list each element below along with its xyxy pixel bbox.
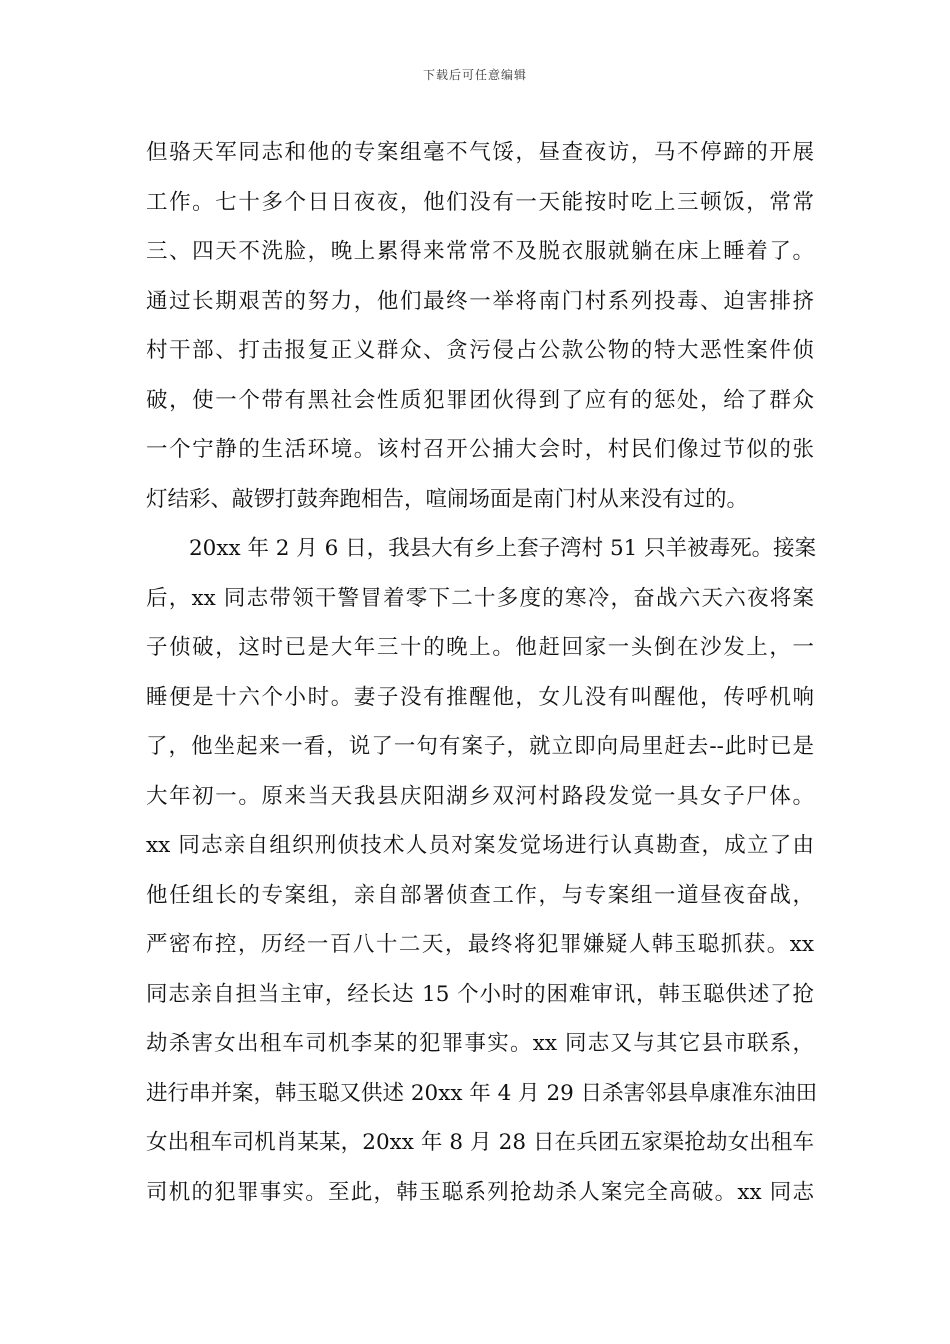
text-line: 女出租车司机肖某某，20xx 年 8 月 28 日在兵团五家渠抢劫女出租车: [146, 1130, 814, 1155]
text-line: 大年初一。原来当天我县庆阳湖乡双河村路段发觉一具女子尸体。: [146, 783, 814, 809]
text-line: xx 同志亲自组织刑侦技术人员对案发觉场进行认真勘查，成立了由: [146, 833, 814, 858]
text-line: 同志亲自担当主审，经长达 15 个小时的困难审讯，韩玉聪供述了抢: [146, 981, 814, 1007]
text-line: 破，使一个带有黑社会性质犯罪团伙得到了应有的惩处，给了群众: [146, 387, 814, 413]
text-line: 司机的犯罪事实。至此，韩玉聪系列抢劫杀人案完全高破。xx 同志: [146, 1179, 814, 1205]
text-line: 工作。七十多个日日夜夜，他们没有一天能按时吃上三顿饭，常常: [146, 189, 814, 215]
text-line: 但骆天军同志和他的专案组毫不气馁，昼查夜访，马不停蹄的开展: [146, 140, 814, 165]
text-line: 子侦破，这时已是大年三十的晚上。他赶回家一头倒在沙发上，一: [146, 635, 814, 660]
text-line: 了，他坐起来一看，说了一句有案子，就立即向局里赶去--此时已是: [146, 734, 814, 759]
text-line: 20xx 年 2 月 6 日，我县大有乡上套子湾村 51 只羊被毒死。接案: [189, 536, 817, 561]
text-line: 进行串并案，韩玉聪又供述 20xx 年 4 月 29 日杀害邻县阜康准东油田: [146, 1080, 818, 1106]
text-line: 后，xx 同志带领干警冒着零下二十多度的寒冷，奋战六天六夜将案: [146, 585, 814, 611]
text-line: 灯结彩、敲锣打鼓奔跑相告，喧闹场面是南门村从来没有过的。: [146, 486, 749, 512]
text-line: 一个宁静的生活环境。该村召开公捕大会时，村民们像过节似的张: [146, 437, 814, 462]
text-line: 他任组长的专案组，亲自部署侦查工作，与专案组一道昼夜奋战，: [146, 882, 814, 908]
paragraph-1: [146, 128, 814, 524]
page-header: 下载后可任意编辑: [422, 68, 527, 82]
text-line: 通过长期艰苦的努力，他们最终一举将南门村系列投毒、迫害排挤: [146, 288, 814, 314]
text-line: 三、四天不洗脸，晚上累得来常常不及脱衣服就躺在床上睡着了。: [146, 239, 814, 264]
text-line: 劫杀害女出租车司机李某的犯罪事实。xx 同志又与其它县市联系，: [146, 1031, 814, 1056]
text-line: 睡便是十六个小时。妻子没有推醒他，女儿没有叫醒他，传呼机响: [146, 684, 814, 710]
text-line: 严密布控，历经一百八十二天，最终将犯罪嫌疑人韩玉聪抓获。xx: [146, 932, 814, 957]
document-body: [146, 128, 818, 1217]
paragraph-2: [146, 524, 818, 1217]
text-line: 村干部、打击报复正义群众、贪污侵占公款公物的特大恶性案件侦: [146, 338, 814, 363]
